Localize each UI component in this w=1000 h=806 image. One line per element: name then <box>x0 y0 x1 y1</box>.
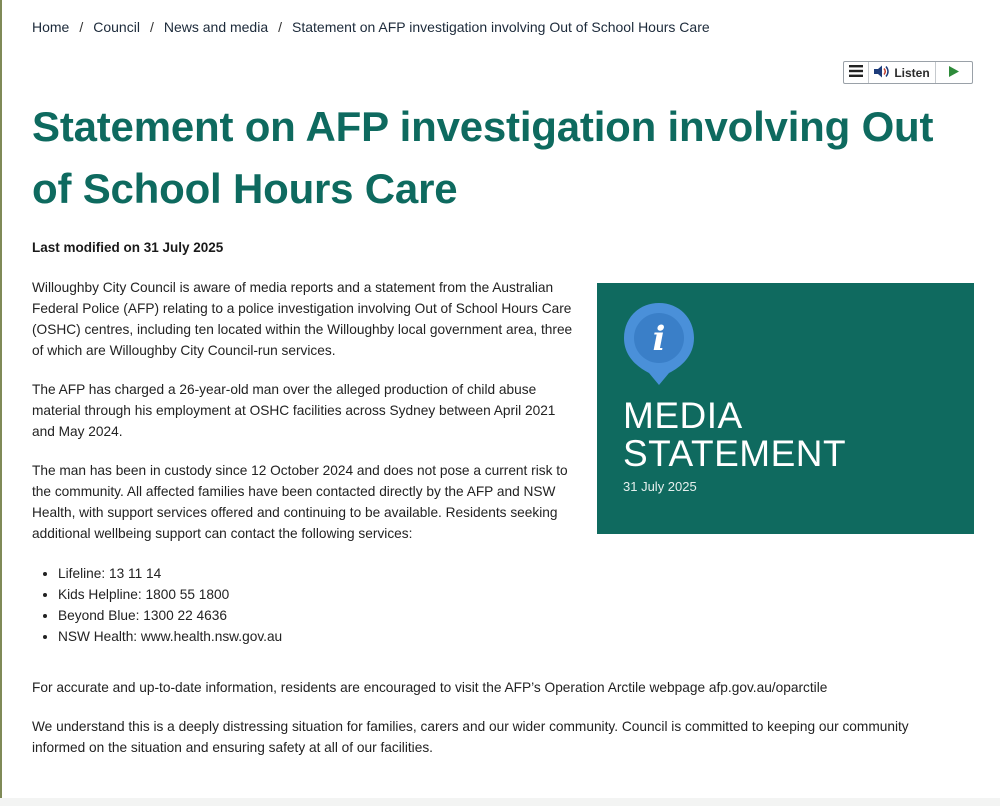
list-item-lifeline: • Lifeline: 13 11 14 <box>58 563 282 584</box>
breadcrumb-home[interactable]: Home <box>32 19 70 35</box>
list-item-nsw-health: • NSW Health: www.health.nsw.gov.au <box>58 626 282 647</box>
breadcrumb <box>32 18 710 36</box>
list-item-kids-helpline: • Kids Helpline: 1800 55 1800 <box>58 584 282 605</box>
hamburger-menu-icon <box>849 65 863 80</box>
media-statement-date: 31 July 2025 <box>623 479 697 494</box>
listen-widget <box>843 61 973 84</box>
info-icon-letter: i <box>652 319 666 359</box>
paragraph-closing: We understand this is a deeply distressing situation for families, carers and our wider community. Council is committed to keeping our community informed on the situation and ensuring safety at all of our facilities. <box>32 719 909 755</box>
breadcrumb-news-and-media[interactable]: News and media <box>163 19 269 35</box>
page-bottom-edge <box>0 798 1000 806</box>
paragraph-custody: The man has been in custody since 12 October 2024 and does not pose a current risk to the community. All affected families have been contacted directly by the AFP and NSW Health, with support services offered and continuing to be available. Residents seeking additional wellbeing support can contact the following services: <box>32 463 568 541</box>
page-title: Statement on AFP investigation involving Out of School Hours Care <box>32 103 934 212</box>
support-services-list <box>32 563 282 647</box>
breadcrumb-separator: / <box>278 19 283 35</box>
listen-button[interactable] <box>869 62 936 83</box>
breadcrumb-council[interactable]: Council <box>93 19 140 35</box>
list-item-beyond-blue: • Beyond Blue: 1300 22 4636 <box>58 605 282 626</box>
media-statement-image <box>597 283 974 534</box>
play-button[interactable] <box>936 62 972 83</box>
listen-menu-button[interactable] <box>844 62 869 83</box>
paragraph-charges: The AFP has charged a 26-year-old man over the alleged production of child abuse material through his employment at OSHC facilities across Sydney between April 2021 and May 2024. <box>32 382 556 439</box>
speaker-icon <box>874 65 890 81</box>
paragraph-afp-info: For accurate and up-to-date information, residents are encouraged to visit the AFP’s Operation Arctile webpage afp.gov.au/oparctile <box>32 680 828 695</box>
breadcrumb-separator: / <box>149 19 154 35</box>
last-modified: Last modified on 31 July 2025 <box>32 240 224 255</box>
paragraph-intro: Willoughby City Council is aware of media reports and a statement from the Australian Federal Police (AFP) relating to a police investigation involving Out of School Hours Care (OSHC) centres, including ten located within the Willoughby local government area, three of which are Willoughby City Council-run services. <box>32 280 573 358</box>
breadcrumb-separator: / <box>79 19 84 35</box>
left-edge-rule <box>0 0 2 806</box>
media-statement-title: MEDIA STATEMENT <box>623 395 847 474</box>
breadcrumb-current: Statement on AFP investigation involving Out of School Hours Care <box>292 19 710 35</box>
listen-label: Listen <box>894 65 930 80</box>
info-pin-icon <box>621 301 697 387</box>
play-icon <box>949 66 959 80</box>
